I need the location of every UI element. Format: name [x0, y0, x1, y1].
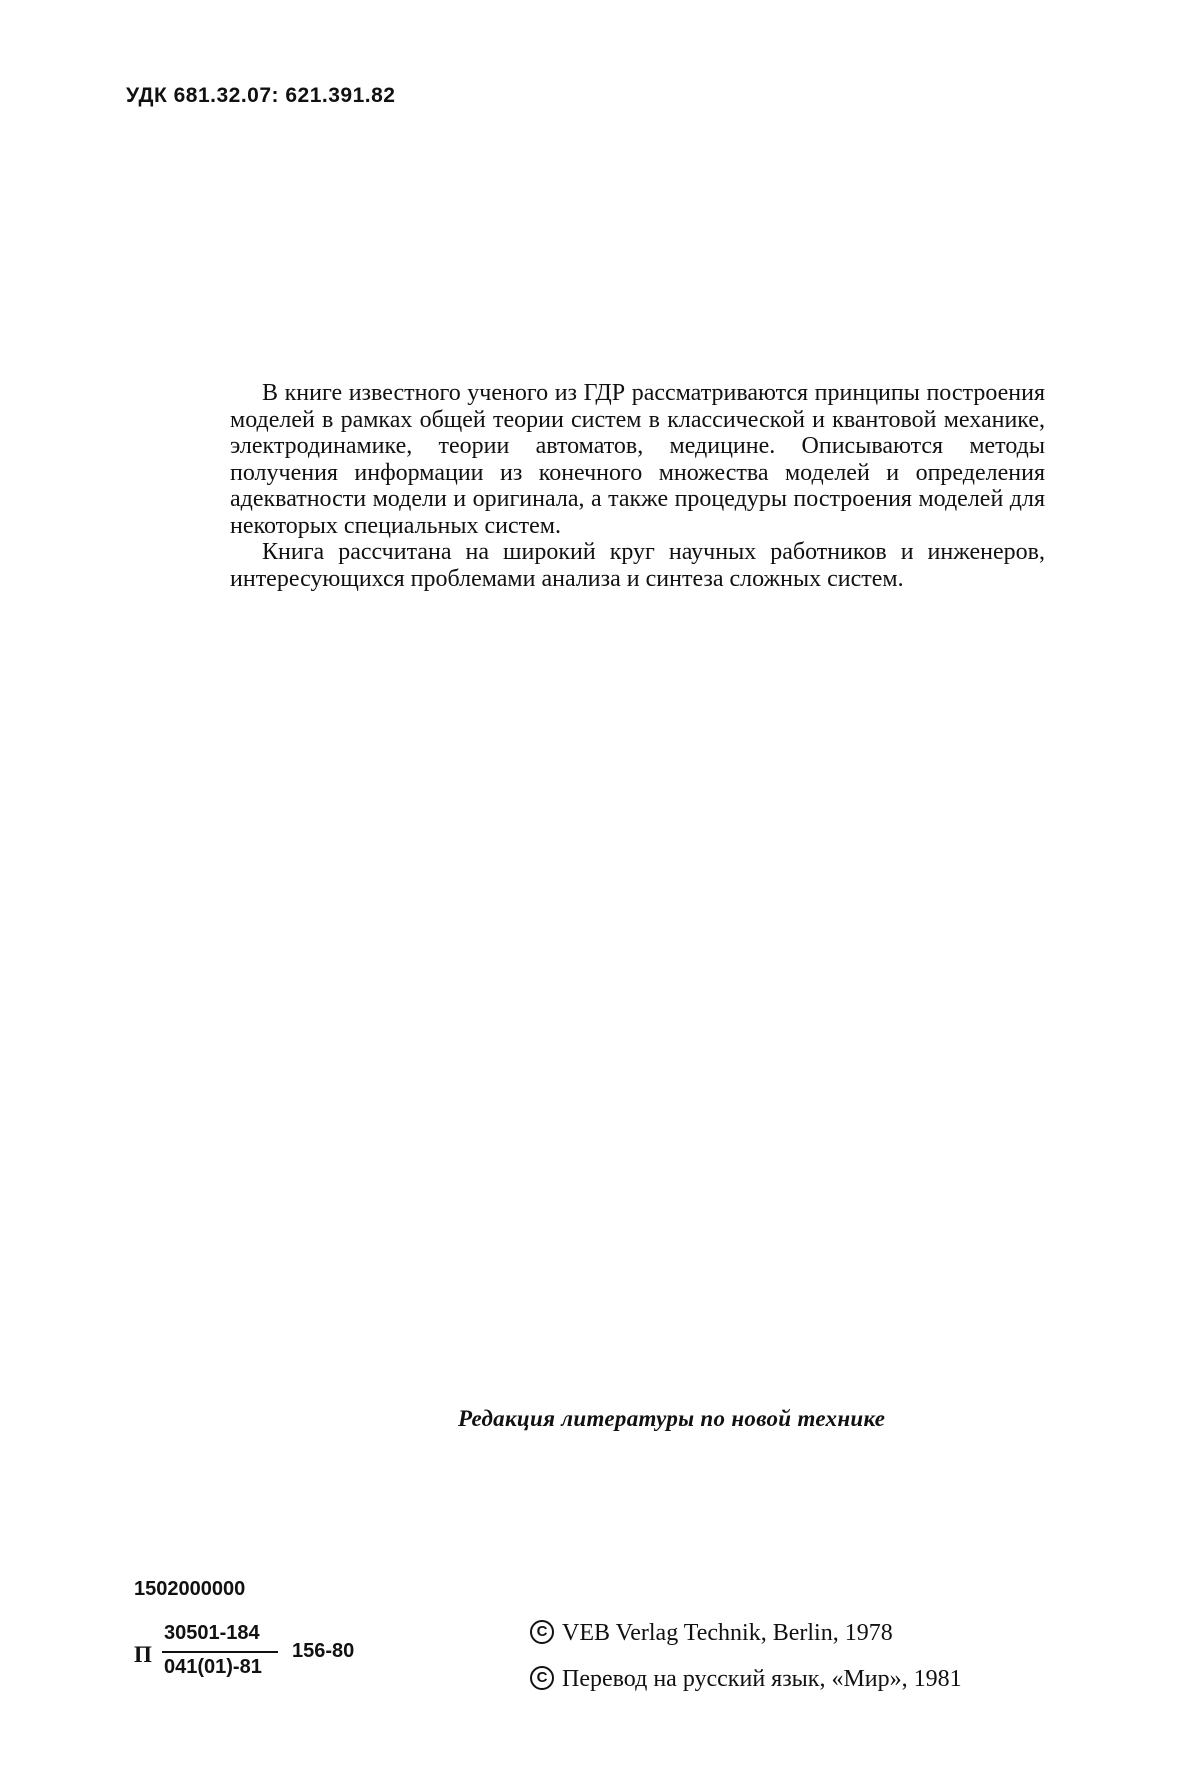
fraction-bar: [162, 1651, 278, 1653]
copyright-icon: [530, 1666, 554, 1690]
copyright-line: [530, 1666, 962, 1696]
code-numerator: 30501-184: [164, 1622, 260, 1644]
copyright-line: [530, 1620, 962, 1650]
code-denominator: 041(01)-81: [164, 1656, 262, 1678]
code-main-number: 1502000000: [134, 1578, 246, 1600]
copyright-icon: [530, 1620, 554, 1644]
code-prefix: П: [134, 1642, 152, 1667]
abstract-paragraph: Книга рассчитана на широкий круг научных работников и инженеров, интересующихся проблемами анализа и синтеза сложных систем.: [230, 539, 1045, 592]
copyright-text: Перевод на русский язык, «Мир», 1981: [562, 1666, 962, 1692]
abstract-paragraph: В книге известного ученого из ГДР рассматриваются принципы построения моделей в рамках общей теории систем в классической и квантовой механике, электродинамике, теории автоматов, медицине. Описываются методы получения информации из конечного множества моделей и определения адекватности модели и оригинала, а также процедуры построения моделей для некоторых специальных систем.: [230, 380, 1045, 539]
book-abstract: [230, 380, 1045, 592]
copyright-block: [530, 1620, 962, 1712]
copyright-text: VEB Verlag Technik, Berlin, 1978: [562, 1620, 893, 1646]
code-formula: [134, 1622, 384, 1686]
udc-classification: УДК 681.32.07: 621.391.82: [126, 84, 396, 107]
code-suffix: 156-80: [292, 1640, 355, 1662]
editorial-office: Редакция литературы по новой технике: [458, 1406, 886, 1431]
